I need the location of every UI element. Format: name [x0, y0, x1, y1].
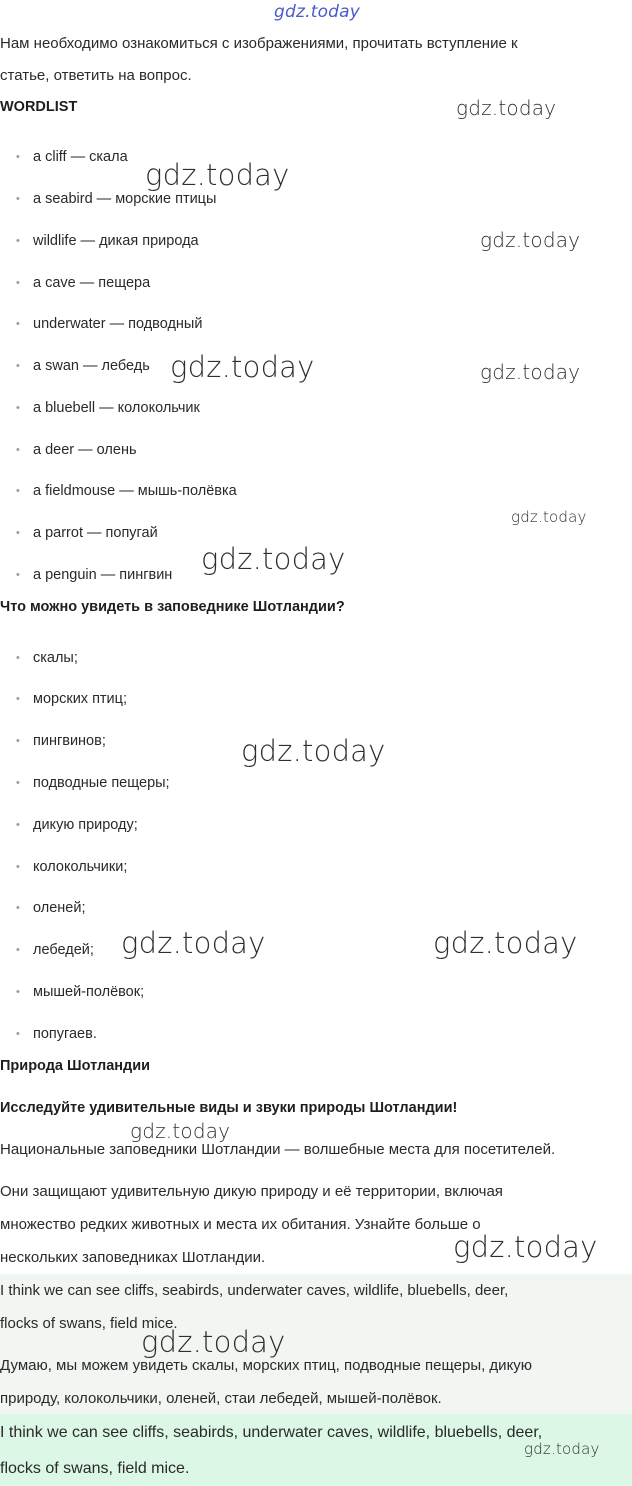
- list-item-text: a parrot — попугай: [33, 525, 158, 541]
- list-item-text: мышей-полёвок;: [33, 984, 145, 1000]
- list-item-text: попугаев.: [33, 1026, 97, 1042]
- list-item: [16, 275, 150, 291]
- list-item-text: a fieldmouse — мышь-полёвка: [33, 483, 237, 499]
- article-para-line-3: нескольких заповедниках Шотландии.: [0, 1249, 266, 1266]
- bullet-icon: •: [16, 944, 20, 956]
- bullet-icon: •: [16, 444, 20, 456]
- bullet-icon: •: [16, 1028, 20, 1040]
- final-answer-line-1: I think we can see cliffs, seabirds, underwater caves, wildlife, bluebells, deer,: [0, 1424, 543, 1441]
- list-item: [16, 233, 199, 249]
- answer-ru-line-2: природу, колокольчики, оленей, стаи лебедей, мышей-полёвок.: [0, 1390, 442, 1407]
- intro-line-2: статье, ответить на вопрос.: [0, 67, 192, 84]
- article-line: Национальные заповедники Шотландии — волшебные места для посетителей.: [0, 1141, 556, 1158]
- list-item: [16, 525, 158, 541]
- list-item-text: подводные пещеры;: [33, 775, 170, 791]
- list-item-text: a deer — олень: [33, 442, 137, 458]
- list-item-text: морских птиц;: [33, 691, 127, 707]
- article-para-line-1: Они защищают удивительную дикую природу и её территории, включая: [0, 1183, 503, 1200]
- list-item-text: лебедей;: [33, 942, 94, 958]
- answer-en-line-1: I think we can see cliffs, seabirds, underwater caves, wildlife, bluebells, deer,: [0, 1282, 509, 1299]
- watermark: gdz.today: [480, 228, 581, 252]
- bullet-icon: •: [16, 318, 20, 330]
- list-item-text: скалы;: [33, 650, 78, 666]
- list-item-text: a cliff — скала: [33, 149, 128, 165]
- list-item-text: a cave — пещера: [33, 275, 151, 291]
- answer-en-line-2: flocks of swans, field mice.: [0, 1315, 178, 1332]
- bullet-icon: •: [16, 902, 20, 914]
- list-item: [16, 358, 150, 374]
- list-item: [16, 817, 138, 833]
- list-item-text: a seabird — морские птицы: [33, 191, 217, 207]
- list-item-text: a swan — лебедь: [33, 358, 150, 374]
- bullet-icon: •: [16, 986, 20, 998]
- list-item: [16, 1026, 97, 1042]
- watermark: gdz.today: [241, 734, 386, 768]
- answer-ru-line-1: Думаю, мы можем увидеть скалы, морских птиц, подводные пещеры, дикую: [0, 1357, 533, 1374]
- bullet-icon: •: [16, 569, 20, 581]
- list-item: [16, 984, 144, 1000]
- list-item-text: a penguin — пингвин: [33, 567, 173, 583]
- watermark: gdz.today: [511, 508, 587, 526]
- top-watermark: gdz.today: [274, 2, 361, 22]
- list-item: [16, 149, 128, 165]
- watermark: gdz.today: [524, 1440, 600, 1458]
- watermark: gdz.today: [141, 1325, 286, 1359]
- list-item-text: дикую природу;: [33, 817, 138, 833]
- watermark: gdz.today: [456, 96, 557, 120]
- article-subtitle: Исследуйте удивительные виды и звуки природы Шотландии!: [0, 1100, 458, 1116]
- bullet-icon: •: [16, 777, 20, 789]
- list-item: [16, 859, 127, 875]
- bullet-icon: •: [16, 193, 20, 205]
- bullet-icon: •: [16, 527, 20, 539]
- bullet-icon: •: [16, 735, 20, 747]
- bullet-icon: •: [16, 485, 20, 497]
- bullet-icon: •: [16, 693, 20, 705]
- list-item-text: колокольчики;: [33, 859, 128, 875]
- list-item: [16, 900, 85, 916]
- list-item-text: underwater — подводный: [33, 316, 203, 332]
- bullet-icon: •: [16, 652, 20, 664]
- final-answer-line-2: flocks of swans, field mice.: [0, 1460, 190, 1477]
- watermark: gdz.today: [480, 360, 581, 384]
- watermark: gdz.today: [145, 158, 290, 192]
- list-item: [16, 942, 94, 958]
- bullet-icon: •: [16, 235, 20, 247]
- list-item: [16, 442, 137, 458]
- bullet-icon: •: [16, 819, 20, 831]
- watermark: gdz.today: [170, 350, 315, 384]
- list-item: [16, 567, 172, 583]
- question-heading: Что можно увидеть в заповеднике Шотландии?: [0, 599, 345, 615]
- list-item: [16, 733, 106, 749]
- bullet-icon: •: [16, 402, 20, 414]
- bullet-icon: •: [16, 360, 20, 372]
- list-item-text: пингвинов;: [33, 733, 106, 749]
- article-title: Природа Шотландии: [0, 1058, 151, 1074]
- bullet-icon: •: [16, 861, 20, 873]
- watermark: gdz.today: [130, 1119, 231, 1143]
- watermark: gdz.today: [453, 1230, 598, 1264]
- list-item: [16, 400, 200, 416]
- list-item: [16, 483, 237, 499]
- list-item: [16, 691, 127, 707]
- list-item-text: wildlife — дикая природа: [33, 233, 199, 249]
- list-item: [16, 191, 216, 207]
- list-item: [16, 316, 202, 332]
- bullet-icon: •: [16, 277, 20, 289]
- list-item: [16, 650, 78, 666]
- list-item-text: оленей;: [33, 900, 86, 916]
- intro-line-1: Нам необходимо ознакомиться с изображениями, прочитать вступление к: [0, 35, 518, 52]
- list-item-text: a bluebell — колокольчик: [33, 400, 200, 416]
- list-item: [16, 775, 170, 791]
- watermark: gdz.today: [121, 926, 266, 960]
- wordlist-heading: WORDLIST: [0, 99, 78, 115]
- watermark: gdz.today: [433, 926, 578, 960]
- bullet-icon: •: [16, 151, 20, 163]
- watermark: gdz.today: [201, 542, 346, 576]
- article-para-line-2: множество редких животных и места их обитания. Узнайте больше о: [0, 1216, 481, 1233]
